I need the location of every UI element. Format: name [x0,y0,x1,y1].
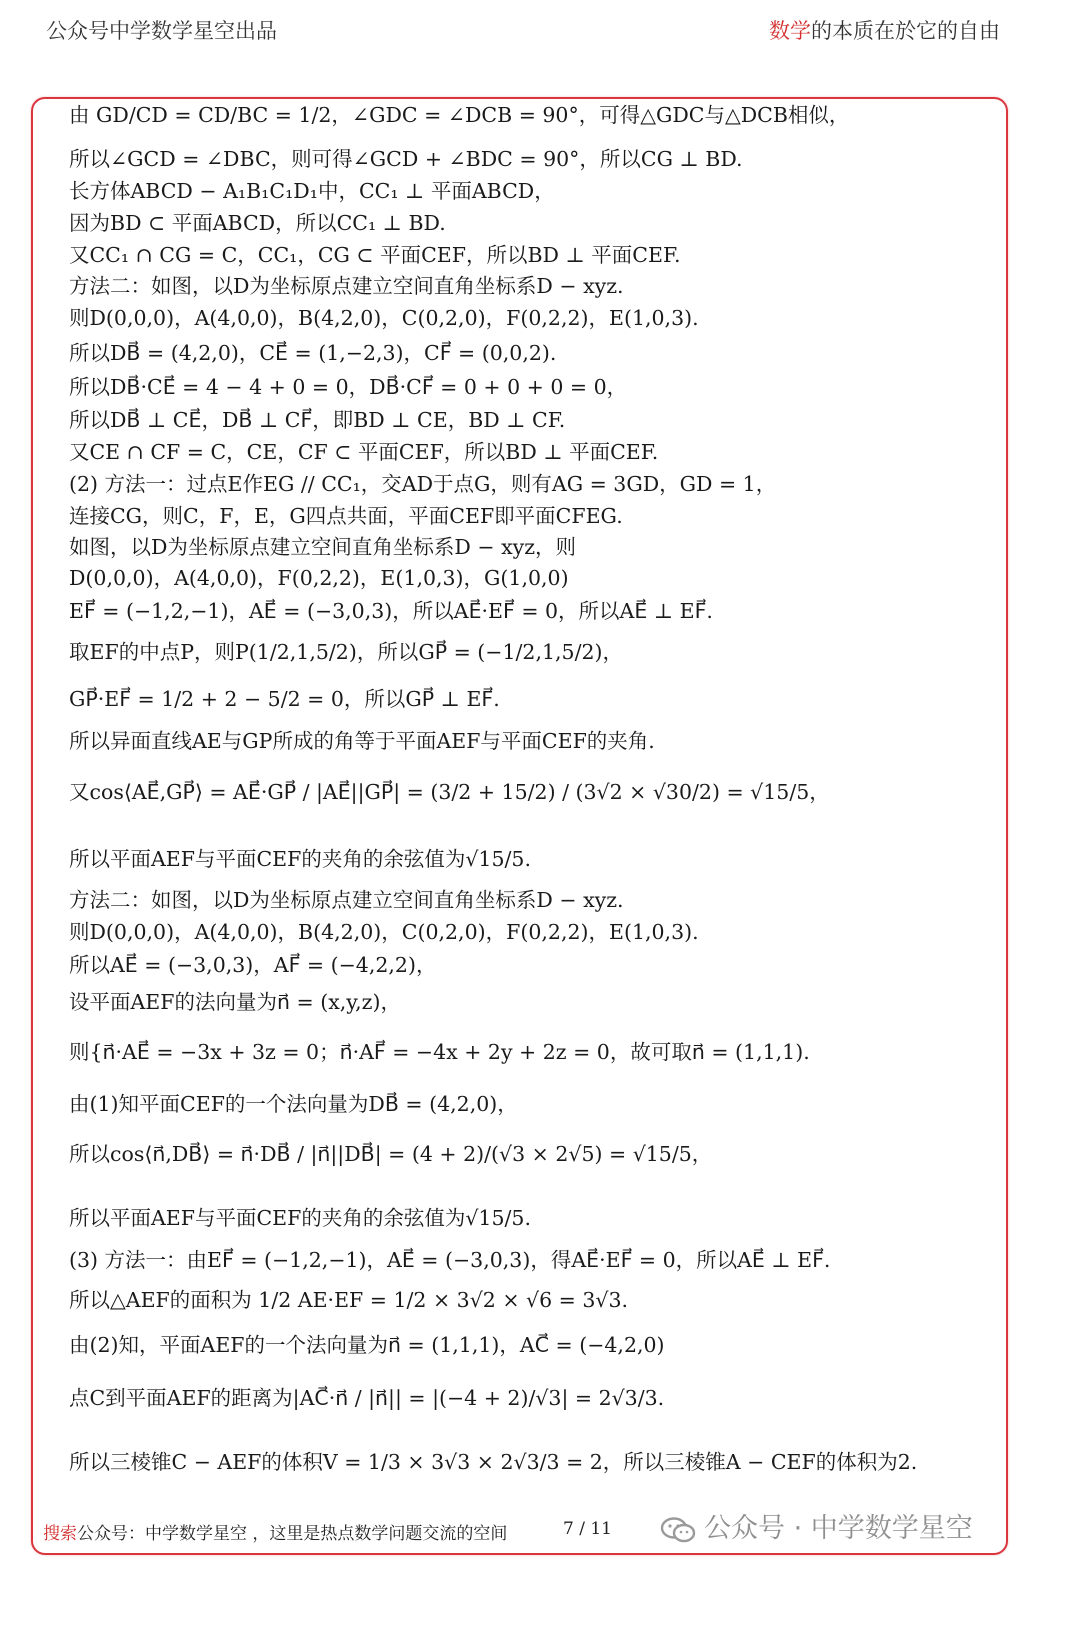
solution-line: 长方体ABCD − A₁B₁C₁D₁中，CC₁ ⊥ 平面ABCD， [69,179,555,203]
solution-line: 所以DB⃗ = (4,2,0)，CE⃗ = (1,−2,3)，CF⃗ = (0,0,2). [69,341,557,365]
solution-line: 则D(0,0,0)，A(4,0,0)，B(4,2,0)，C(0,2,0)，F(0,2,2)，E(1,0,3). [69,920,699,944]
solution-line: 因为BD ⊂ 平面ABCD，所以CC₁ ⊥ BD. [69,211,446,235]
solution-line: 所以异面直线AE与GP所成的角等于平面AEF与平面CEF的夹角. [69,729,655,753]
solution-line: 所以∠GCD = ∠DBC，则可得∠GCD + ∠BDC = 90°，所以CG ⊥ BD. [69,147,743,171]
solution-line: 所以三棱锥C − AEF的体积V = 1/3 × 3√3 × 2√3/3 = 2，所以三棱锥A − CEF的体积为2. [69,1450,918,1474]
solution-line: 方法二：如图，以D为坐标原点建立空间直角坐标系D − xyz. [69,274,624,298]
solution-line: 则{n⃗·AE⃗ = −3x + 3z = 0；n⃗·AF⃗ = −4x + 2y + 2z = 0，故可取n⃗ = (1,1,1). [69,1040,810,1064]
solution-line: 连接CG，则C，F，E，G四点共面，平面CEF即平面CFEG. [69,504,623,528]
footer-search-rest: 公众号：中学数学星空 ，这里是热点数学问题交流的空间 [77,1524,508,1544]
solution-line: 所以平面AEF与平面CEF的夹角的余弦值为√15/5. [69,1206,531,1230]
header-right-red: 数学 [769,19,811,43]
solution-line: 所以DB⃗·CE⃗ = 4 − 4 + 0 = 0，DB⃗·CF⃗ = 0 + 0 + 0 = 0， [69,375,628,399]
header-right-rest: 的本质在於它的自由 [811,19,1000,43]
solution-line: 所以DB⃗ ⊥ CE⃗，DB⃗ ⊥ CF⃗，即BD ⊥ CE，BD ⊥ CF. [69,408,566,432]
footer-search-red: 搜索 [43,1524,77,1544]
solution-line: 所以cos⟨n⃗,DB⃗⟩ = n⃗·DB⃗ / |n⃗||DB⃗| = (4 + 2)/(√3 × 2√5) = √15/5， [69,1142,713,1166]
solution-line: 设平面AEF的法向量为n⃗ = (x,y,z)， [69,990,401,1014]
solution-line: D(0,0,0)，A(4,0,0)，F(0,2,2)，E(1,0,3)，G(1,0,0) [69,566,569,590]
solution-line: 又CE ∩ CF = C，CE，CF ⊂ 平面CEF，所以BD ⊥ 平面CEF. [69,440,659,464]
solution-line: 由(2)知，平面AEF的一个法向量为n⃗ = (1,1,1)，AC⃗ = (−4,2,0) [69,1333,665,1357]
solution-line: 如图，以D为坐标原点建立空间直角坐标系D − xyz，则 [69,535,577,559]
solution-line: EF⃗ = (−1,2,−1)，AE⃗ = (−3,0,3)，所以AE⃗·EF⃗ = 0，所以AE⃗ ⊥ EF⃗. [69,599,713,623]
page-number: 7 / 11 [563,1519,612,1539]
solution-line: 点C到平面AEF的距离为|AC⃗·n⃗ / |n⃗|| = |(−4 + 2)/√3| = 2√3/3. [69,1386,665,1410]
footer-search [43,1519,507,1544]
solution-line: 所以平面AEF与平面CEF的夹角的余弦值为√15/5. [69,847,531,871]
solution-line: 所以△AEF的面积为 1/2 AE·EF = 1/2 × 3√2 × √6 = 3√3. [69,1288,629,1312]
header-left: 公众号中学数学星空出品 [46,19,277,43]
solution-line: 则D(0,0,0)，A(4,0,0)，B(4,2,0)，C(0,2,0)，F(0,2,2)，E(1,0,3). [69,306,699,330]
solution-line: 方法二：如图，以D为坐标原点建立空间直角坐标系D − xyz. [69,888,624,912]
solution-line: 由(1)知平面CEF的一个法向量为DB⃗ = (4,2,0)， [69,1092,518,1116]
solution-line: GP⃗·EF⃗ = 1/2 + 2 − 5/2 = 0，所以GP⃗ ⊥ EF⃗. [69,687,500,711]
solution-line: 所以AE⃗ = (−3,0,3)，AF⃗ = (−4,2,2)， [69,953,437,977]
solution-line: 由 GD/CD = CD/BC = 1/2，∠GDC = ∠DCB = 90°，可得△GDC与△DCB相似， [69,103,850,127]
solution-line: 又CC₁ ∩ CG = C，CC₁，CG ⊂ 平面CEF，所以BD ⊥ 平面CEF. [69,243,681,267]
watermark [660,1506,973,1545]
solution-line: 又cos⟨AE⃗,GP⃗⟩ = AE⃗·GP⃗ / |AE⃗||GP⃗| = (3/2 + 15/2) / (3√2 × √30/2) = √15/5， [69,780,830,804]
watermark-text: 公众号 · 中学数学星空 [704,1513,973,1544]
solution-line: (3) 方法一：由EF⃗ = (−1,2,−1)，AE⃗ = (−3,0,3)，得AE⃗·EF⃗ = 0，所以AE⃗ ⊥ EF⃗. [69,1248,831,1272]
wechat-icon [660,1516,696,1544]
solution-line: 取EF的中点P，则P(1/2,1,5/2)，所以GP⃗ = (−1/2,1,5/2)， [69,640,624,664]
header-right [769,15,1000,45]
solution-line: (2) 方法一：过点E作EG // CC₁，交AD于点G，则有AG = 3GD，GD = 1， [69,472,777,496]
